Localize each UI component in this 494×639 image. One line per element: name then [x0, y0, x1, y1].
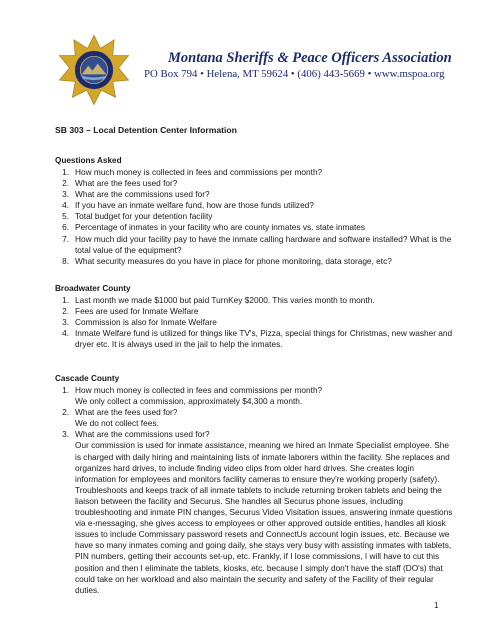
- questions-list: [55, 167, 455, 267]
- questions-heading: Questions Asked: [55, 156, 122, 165]
- list-item: 3. Commission is also for Inmate Welfare: [62, 317, 217, 328]
- list-item: 3. What are the commissions used for? Our commission is used for inmate assistance, meaning we hired an Inmate Specialist employee. She is charged with daily hiring and maintaining lists of inmate laborers within the facility. She replaces and organizes hard drives, to include finding video clips from older hard drives. She creates login information for employees and monitors facility cameras to ensure they're working properly (safety). Troubleshoots and keeps track of all inmate tablets to include returning broken tablets and being the liaison between the facility and Securus. She handles all Securus phone issues, including troubleshooting and inmate PIN changes, Securus Video Visitation issues, answering inmate questions via e-messaging, she gives access to employees or other approved outside entities, handles all kiosk issues to include Commissary password resets and ConnectUs account login issues, etc. Because we have so many inmates coming and going daily, she stays very busy with assisting inmates with tablets, PIN numbers, getting their accounts set-up, etc. Frankly, if I lose commissions, I will have to cut this position and then I eliminate the tablets, kiosks, etc. because I simply don't have the staff (DO's) that could take on her workload and also maintain the security and safety of the Facility of their regular duties.: [55, 429, 455, 595]
- organization-address: PO Box 794 • Helena, MT 59624 • (406) 443-5669 • www.mspoa.org: [144, 68, 445, 80]
- cascade-list: [55, 385, 455, 596]
- list-item: 2. Fees are used for Inmate Welfare: [62, 306, 199, 317]
- answer-text: We only collect a commission, approximately $4,300 a month.: [75, 396, 303, 407]
- list-item: 4. Inmate Welfare fund is utilized for things like TV's, Pizza, special things for Christmas, new washer and dryer etc. It is always used in the jail to help the inmates.: [62, 328, 453, 350]
- list-item: 6. Percentage of inmates in your facility who are county inmates vs. state inmates: [62, 222, 366, 233]
- list-item: 1. Last month we made $1000 but paid TurnKey $2000. This varies month to month.: [62, 295, 375, 305]
- list-item: 7. How much did your facility pay to have the inmate calling hardware and software installed? What is the total value of the equipment?: [62, 233, 452, 255]
- broadwater-heading: Broadwater County: [55, 284, 131, 293]
- list-item: 2. What are the fees used for?: [62, 178, 178, 189]
- page-number: 1: [434, 601, 439, 610]
- list-item: 1. How much money is collected in fees and commissions per month? We only collect a commission, approximately $4,300 a month.: [55, 385, 455, 407]
- list-item: 2. What are the fees used for? We do not collect fees.: [55, 407, 455, 429]
- broadwater-list: [55, 295, 455, 350]
- answer-text: Our commission is used for inmate assistance, meaning we hired an Inmate Specialist employee. She is charged with daily hiring and maintaining lists of inmate laborers within the facility. She replaces and organizes hard drives, to include finding video clips from older hard drives. She creates login information for employees and monitors facility cameras to ensure they're working properly (safety). Troubleshoots and keeps track of all inmate tablets to include returning broken tablets and being the liaison between the facility and Securus. She handles all Securus phone issues, including troubleshooting and inmate PIN changes, Securus Video Visitation issues, answering inmate questions via e-messaging, she gives access to employees or other approved outside entities, handles all kiosk issues to include Commissary password resets and ConnectUs account login issues, etc. Because we have so many inmates coming and going daily, she stays very busy with assisting inmates with tablets, PIN numbers, getting their accounts set-up, etc. Frankly, if I lose commissions, I will have to cut this position and then I eliminate the tablets, kiosks, etc. because I simply don't have the staff (DO's) that could take on her workload and also maintain the security and safety of the Facility of their regular duties.: [75, 440, 453, 595]
- sheriff-star-seal-icon: [58, 34, 130, 106]
- list-item: 8. What security measures do you have in place for phone monitoring, data storage, etc?: [62, 255, 392, 266]
- list-item: 3. What are the commissions used for?: [62, 189, 210, 200]
- list-item: 5. Total budget for your detention facility: [62, 211, 213, 222]
- list-item: 4. If you have an inmate welfare fund, how are those funds utilized?: [62, 200, 314, 211]
- document-title: SB 303 – Local Detention Center Information: [55, 125, 237, 135]
- cascade-heading: Cascade County: [55, 374, 120, 383]
- list-item: 1. How much money is collected in fees and commissions per month?: [62, 167, 323, 177]
- organization-name: Montana Sheriffs & Peace Officers Association: [168, 50, 452, 66]
- answer-text: We do not collect fees.: [75, 418, 159, 429]
